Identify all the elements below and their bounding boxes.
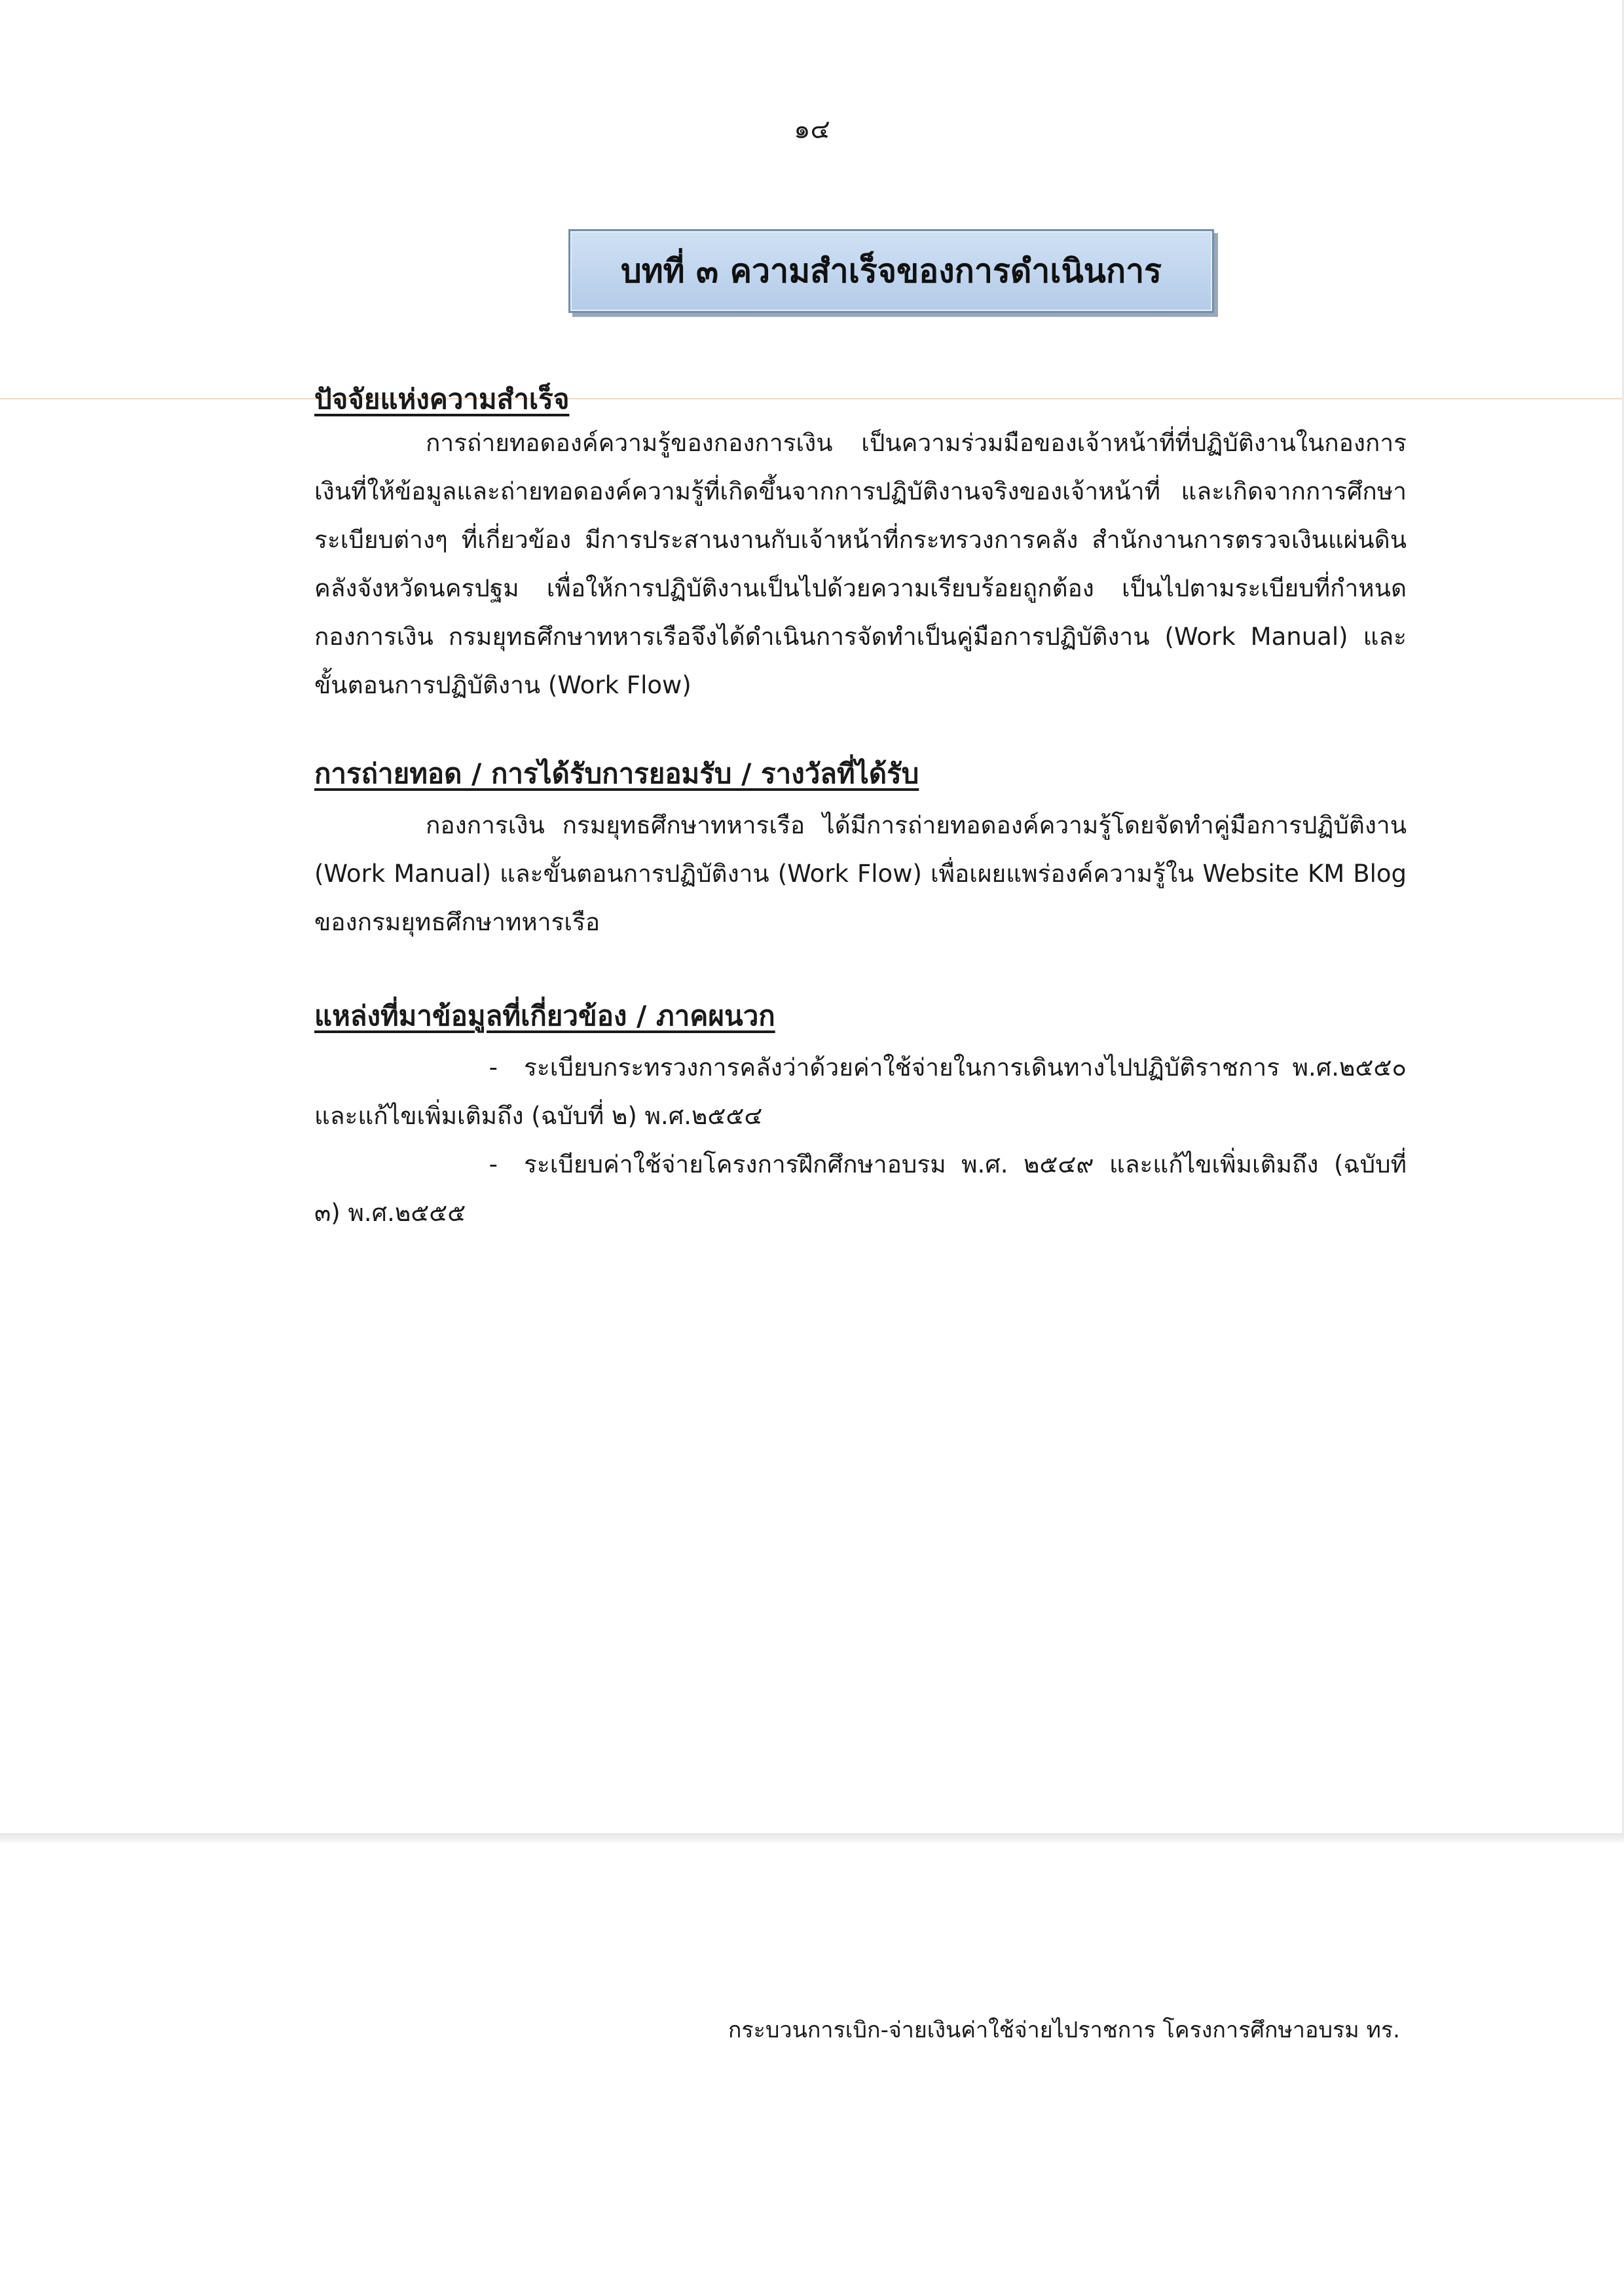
chapter-title: บทที่ ๓ ความสำเร็จของการดำเนินการ bbox=[620, 251, 1162, 290]
transfer-heading: การถ่ายทอด / การได้รับการยอมรับ / รางวัลที่ได้รับ bbox=[314, 757, 919, 790]
sources-heading: แหล่งที่มาข้อมูลที่เกี่ยวข้อง / ภาคผนวก bbox=[314, 1000, 775, 1032]
source-item: - ระเบียบค่าใช้จ่ายโครงการฝึกศึกษาอบรม พ.ศ. ๒๕๔๙ และแก้ไขเพิ่มเติมถึง (ฉบับที่ ๓) พ.ศ.๒๕๕๕ bbox=[314, 1150, 1407, 1227]
transfer-body: กองการเงิน กรมยุทธศึกษาทหารเรือ ได้มีการถ่ายทอดองค์ความรู้โดยจัดทำคู่มือการปฏิบัติงาน (Work Manual) และขั้นตอนการปฏิบัติงาน (Work Flow) เพื่อเผยแพร่องค์ความรู้ใน Website KM Blog ของกรมยุทธศึกษาทหารเรือ bbox=[314, 811, 1407, 936]
success-factors-heading: ปัจจัยแห่งความสำเร็จ bbox=[314, 383, 570, 415]
success-factors-body: การถ่ายทอดองค์ความรู้ของกองการเงิน เป็นความร่วมมือของเจ้าหน้าที่ที่ปฏิบัติงานในกองการเงินที่ให้ข้อมูลและถ่ายทอดองค์ความรู้ที่เกิดขึ้นจากการปฏิบัติงานจริงของเจ้าหน้าที่ และเกิดจากการศึกษาระเบียบต่างๆ ที่เกี่ยวข้อง มีการประสานงานกับเจ้าหน้าที่กระทรวงการคลัง สำนักงานการตรวจเงินแผ่นดิน คลังจังหวัดนครปฐม เพื่อให้การปฏิบัติงานเป็นไปด้วยความเรียบร้อยถูกต้อง เป็นไปตามระเบียบที่กำหนด กองการเงิน กรมยุทธศึกษาทหารเรือจึงได้ดำเนินการจัดทำเป็นคู่มือการปฏิบัติงาน (Work Manual) และขั้นตอนการปฏิบัติงาน (Work Flow) bbox=[314, 429, 1407, 699]
top-divider bbox=[0, 398, 1624, 399]
chapter-title-box bbox=[568, 229, 1214, 313]
footer-divider bbox=[0, 1833, 1624, 1842]
page-number: ๑๔ bbox=[794, 115, 830, 145]
source-item: - ระเบียบกระทรวงการคลังว่าด้วยค่าใช้จ่ายในการเดินทางไปปฏิบัติราชการ พ.ศ.๒๕๕๐ และแก้ไขเพิ่มเติมถึง (ฉบับที่ ๒) พ.ศ.๒๕๕๔ bbox=[314, 1053, 1407, 1130]
footer-text: กระบวนการเบิก-จ่ายเงินค่าใช้จ่ายไปราชการ โครงการศึกษาอบรม ทร. bbox=[728, 2017, 1400, 2043]
